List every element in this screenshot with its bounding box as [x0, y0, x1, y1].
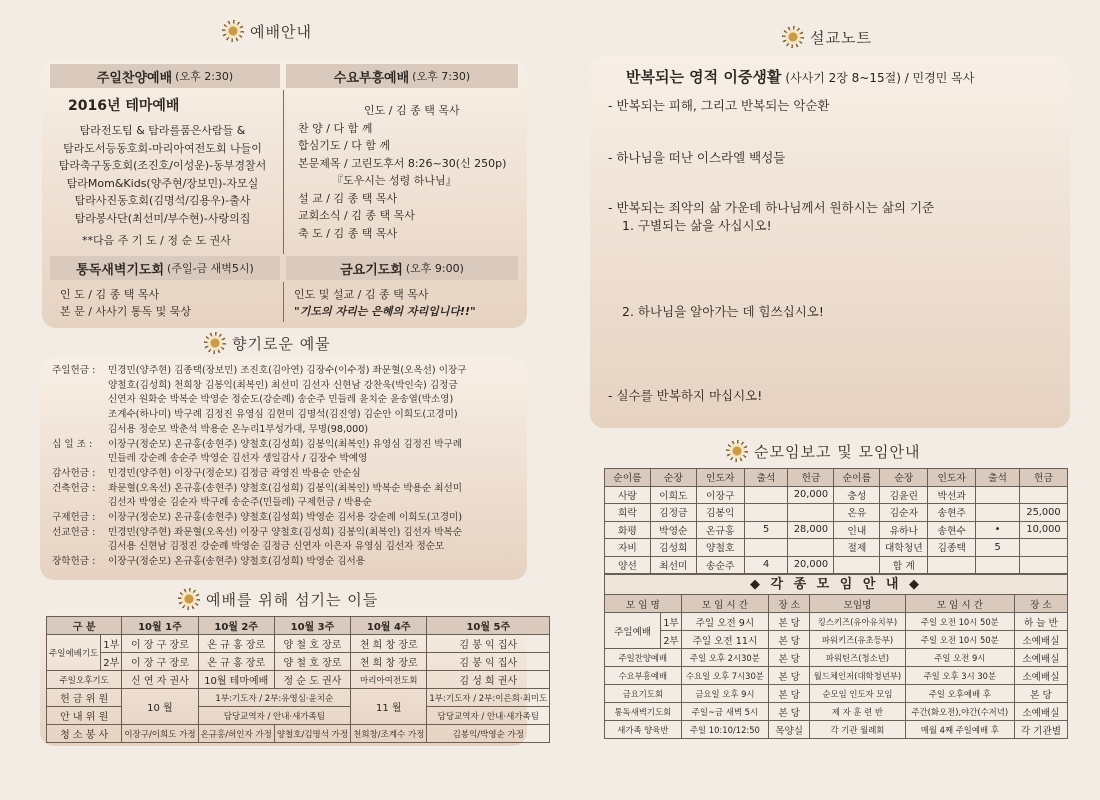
header-cell: 모 임 시 간: [681, 595, 768, 613]
sunday-worship-bar: [50, 64, 280, 88]
servers-row: [47, 689, 550, 707]
cell: 희락: [605, 504, 651, 522]
cell: 온규홍/허인자 가정: [198, 725, 274, 743]
cell: 이희도: [650, 486, 696, 504]
cell: 킹스키즈(유아유치부): [810, 613, 906, 631]
wed-line: 인도 / 김 종 택 목사: [364, 104, 460, 117]
meetings-row: [605, 649, 1068, 667]
cell: 마리아여전도회: [351, 671, 427, 689]
theme-line: 탐라사진동호회(김명석/김용우)-출사: [74, 194, 251, 207]
dawn-prayer-bar: [50, 256, 280, 280]
meetings-row: [605, 613, 1068, 631]
cell: [834, 556, 880, 574]
sermon-reference: (사사기 2장 8~15절) / 민경민 목사: [785, 71, 975, 85]
offering-row: [52, 423, 522, 438]
cell: 온 규 홍 장로: [198, 653, 274, 671]
cell: 1부: [101, 635, 122, 653]
cell: 소예배실: [1014, 631, 1067, 649]
cell: 파워틴즈(청소년): [810, 649, 906, 667]
header-cell: 헌금: [1019, 469, 1067, 487]
offering-row: [52, 540, 522, 555]
offering-text: 신연자 원화순 박복순 박영순 정순도(강순례) 송순주 민들레 윤치순 윤송열(박소영): [108, 394, 454, 406]
cell: [976, 486, 1020, 504]
offering-row: [52, 364, 522, 379]
column-divider: [283, 282, 284, 322]
offering-label: 선교헌금 :: [52, 526, 96, 538]
cell: 박영순: [650, 521, 696, 539]
sermon-point: - 반복되는 피해, 그리고 반복되는 악순환: [608, 98, 830, 113]
friday-slogan: "기도의 자리는 은혜의 자리입니다!!": [294, 305, 476, 318]
cell: 송현주: [928, 504, 976, 522]
offering-text: 좌문혈(오옥선) 온규홍(송현주) 양철호(김성희) 김봉익(최복인) 박복순 박용순 최선미: [108, 482, 463, 494]
cell: 김 봉 익 집사: [427, 653, 550, 671]
cell: 온규홍: [696, 521, 744, 539]
offering-label: [52, 423, 108, 438]
cell: 양철호/김명석 가정: [274, 725, 350, 743]
offering-text: 김선자 박영순 김순자 박구례 송순주(민들레) 구제헌금 / 박용순: [108, 497, 372, 509]
header-cell: 순이름: [834, 469, 880, 487]
wednesday-worship-bar: [286, 64, 518, 88]
cell: 20,000: [788, 486, 834, 504]
cell: 대학청년: [880, 539, 928, 557]
row-label: 안 내 위 원: [47, 707, 122, 725]
cell: 5: [976, 539, 1020, 557]
wed-line: 본문제목 / 고린도후서 8:26~30(신 250p): [298, 156, 507, 170]
header-cell: 순이름: [605, 469, 651, 487]
header-cell: 장 소: [769, 595, 810, 613]
servers-row: [47, 653, 550, 671]
row-label: 주일예배기도: [47, 635, 101, 671]
groups-row: [605, 486, 1068, 504]
cell: [1019, 556, 1067, 574]
cell: 월드체인저(대학청년부): [810, 667, 906, 685]
sun-icon: [204, 332, 226, 354]
worship-guide-card: [42, 60, 527, 328]
cell: 이 장 구 장로: [122, 635, 198, 653]
cell: 목양실: [769, 721, 810, 739]
row-label: 주일오후기도: [47, 671, 122, 689]
meetings-title: ◆ 각 종 모 임 안 내 ◆: [604, 574, 1068, 594]
cell: 박선과: [928, 486, 976, 504]
cell: 주일 10:10/12:50: [681, 721, 768, 739]
header-cell: 인도자: [928, 469, 976, 487]
wed-line: 찬 양 / 다 함 께: [298, 121, 373, 135]
header-cell: 순장: [880, 469, 928, 487]
cell: 김정금: [650, 504, 696, 522]
theme-year: 2016년 테마예배: [68, 98, 180, 114]
groups-title: 순모임보고 및 모임안내: [754, 442, 921, 461]
cell: [744, 539, 788, 557]
cell: 송현수: [928, 521, 976, 539]
theme-line: 탐라도서등동호회-마리아여전도회 나들이: [63, 141, 262, 155]
meetings-row: [605, 703, 1068, 721]
meetings-row: [605, 685, 1068, 703]
dawn-line: 인 도 / 김 종 택 목사: [60, 288, 160, 301]
cell: 이 장 구 장로: [122, 653, 198, 671]
cell: 이장구: [696, 486, 744, 504]
cell: 김 성 희 권사: [427, 671, 550, 689]
wed-line: 교회소식 / 김 종 택 목사: [298, 209, 415, 222]
theme-line: 탐라축구동호회(조진호/이성운)-동부경찰서: [58, 159, 267, 172]
servers-card: [40, 610, 548, 746]
cell: 소예배실: [1014, 649, 1067, 667]
cell: 양 철 호 장로: [274, 653, 350, 671]
offering-text: 이장구(정순모) 온규홍(송현주) 양철호(김성희) 김봉익(최복인) 유영심 김정진 박구례: [108, 438, 463, 450]
cell: 수요일 오후 7시30분: [681, 667, 768, 685]
cell: 수요부흥예배: [605, 667, 682, 685]
friday-prayer-time: (오후 9:00): [405, 262, 464, 275]
cell: 소예배실: [1014, 667, 1067, 685]
wed-line: 설 교 / 김 종 택 목사: [298, 191, 398, 205]
cell: 본 당: [769, 667, 810, 685]
cell: 김 봉 익 집사: [427, 635, 550, 653]
cell: 충성: [834, 486, 880, 504]
cell: 주일 오후 3시 30분: [905, 667, 1014, 685]
offering-text: 민경민(양주현) 좌문혈(오옥선) 이장구 양철호(김성희) 김봉익(최복인) 김선자 박복순: [108, 526, 463, 538]
sermon-heading-line: [626, 66, 974, 87]
cell: 금요기도회: [605, 685, 682, 703]
cell: 본 당: [769, 613, 810, 631]
cell: [1019, 486, 1067, 504]
offering-text: 민들레 강순례 송순주 박영순 김선자 생일감사 / 김장수 박예영: [108, 453, 368, 465]
offering-text: 이장구(정순모) 온규홍(송현주) 양철호(김성희) 박영순 김서용: [108, 556, 366, 568]
cell: 주일~금 새벽 5시: [681, 703, 768, 721]
header-cell: 인도자: [696, 469, 744, 487]
meetings-row: [605, 667, 1068, 685]
header-cell: 출석: [744, 469, 788, 487]
header-cell: 출석: [976, 469, 1020, 487]
dawn-line: 본 문 / 사사기 통독 및 묵상: [60, 305, 191, 318]
cell: 28,000: [788, 521, 834, 539]
meetings-row: [605, 721, 1068, 739]
row-label: 청 소 봉 사: [47, 725, 122, 743]
groups-row: [605, 539, 1068, 557]
cell: 하 늘 반: [1014, 613, 1067, 631]
offering-text: 조계수(하나미) 박구례 김정진 유영심 김현미 김명석(김진영) 김순안 이희도(고경미): [108, 409, 458, 421]
cell: [976, 504, 1020, 522]
cell: 1부: [661, 613, 681, 631]
cell: 20,000: [788, 556, 834, 574]
header-cell: 순장: [650, 469, 696, 487]
header-cell: 모 임 명: [605, 595, 682, 613]
theme-line: 탐라봉사단(최선미/부수현)-사랑의집: [74, 211, 251, 225]
cell: 본 당: [769, 649, 810, 667]
servers-table: [46, 616, 550, 743]
offering-text: 양철호(김성희) 천희창 김봉익(최복인) 최선미 김선자 신현남 강찬욱(박인숙) 김정금: [108, 379, 458, 391]
wednesday-worship-name: 수요부흥예배: [333, 70, 410, 86]
cell: 4: [744, 556, 788, 574]
cell: 주일예배: [605, 613, 661, 649]
cell: •: [976, 521, 1020, 539]
cell: 1부:기도자 / 2부:이은희·최미도: [427, 689, 550, 707]
offering-text: 민경민(양주현) 김종택(장보민) 조진호(김아연) 김장수(이수정) 좌문혈(오옥선) 이장구: [108, 365, 467, 376]
cell: 10월 테마예배: [198, 671, 274, 689]
cell: 주일 오전 9시: [905, 649, 1014, 667]
row-label: 헌 금 위 원: [47, 689, 122, 707]
cell: 5: [744, 521, 788, 539]
cell: 최선미: [650, 556, 696, 574]
cell: 천희창/조계수 가정: [351, 725, 427, 743]
cell: 유하나: [880, 521, 928, 539]
servers-title: 예배를 위해 섬기는 이들: [206, 590, 379, 609]
theme-line: 탐라Mom&Kids(양주현/장보민)-자모실: [66, 176, 259, 190]
sun-icon: [726, 440, 748, 462]
cell: 주일 오전 11시: [681, 631, 768, 649]
meetings-row: [605, 631, 1068, 649]
groups-row: [605, 521, 1068, 539]
sermon-card: [590, 56, 1070, 428]
servers-row: [47, 671, 550, 689]
cell: 양 철 호 장로: [274, 635, 350, 653]
wed-line: 축 도 / 김 종 택 목사: [298, 226, 398, 240]
cell: 정 순 도 권사: [274, 671, 350, 689]
cell: 온 규 홍 장로: [198, 635, 274, 653]
offering-label: 장학헌금 :: [52, 556, 96, 568]
sermon-point: - 반복되는 죄악의 삶 가운데 하나님께서 원하시는 삶의 기준: [608, 200, 935, 215]
offering-text: 김서용 신현남 김정진 강순례 박영순 김정금 신연자 이은자 유영심 김선자 정순모: [108, 541, 445, 553]
offering-row: [52, 467, 522, 482]
cell: [744, 486, 788, 504]
servers-row: [47, 635, 550, 653]
cell: 천 희 창 장로: [351, 653, 427, 671]
sermon-point: - 하나님을 떠난 이스라엘 백성들: [608, 150, 786, 165]
cell: 주일찬양예배: [605, 649, 682, 667]
header-cell: 10월 2주: [198, 617, 274, 635]
offering-label: [52, 408, 108, 423]
offerings-card: [40, 358, 527, 580]
cell: 새가족 양육반: [605, 721, 682, 739]
offerings-header: [204, 332, 331, 354]
meetings-header-row: [605, 595, 1068, 613]
sunday-worship-time: (오후 2:30): [175, 70, 234, 83]
cell: 인내: [834, 521, 880, 539]
offering-row: [52, 379, 522, 394]
cell: 순모임 인도자 모임: [810, 685, 906, 703]
header-cell: 장 소: [1014, 595, 1067, 613]
cell: 양선: [605, 556, 651, 574]
friday-line: 인도 및 설교 / 김 종 택 목사: [294, 288, 429, 301]
header-cell: 10월 1주: [122, 617, 198, 635]
cell: 2부: [101, 653, 122, 671]
cell: 10,000: [1019, 521, 1067, 539]
offerings-list: [52, 364, 522, 570]
header-cell: 모임명: [810, 595, 906, 613]
meetings-table: [604, 594, 1068, 739]
offering-label: [52, 496, 108, 511]
sermon-heading: 반복되는 영적 이중생활: [626, 68, 782, 86]
dawn-prayer-time: (주일-금 새벽5시): [167, 262, 254, 275]
header-cell: 10월 3주: [274, 617, 350, 635]
offering-label: 건축헌금 :: [52, 482, 96, 494]
cell: 제 자 훈 련 반: [810, 703, 906, 721]
wed-line: 합심기도 / 다 함 께: [298, 139, 391, 152]
next-week-prayer: **다음 주 기 도 / 정 순 도 권사: [82, 234, 231, 247]
month-cell: 10 월: [122, 689, 198, 725]
cell: 소예배실: [1014, 703, 1067, 721]
cell: 본 당: [769, 631, 810, 649]
cell: 이장구/이희도 가정: [122, 725, 198, 743]
cell: 화평: [605, 521, 651, 539]
offering-label: [52, 452, 108, 467]
cell: 김봉익/박영순 가정: [427, 725, 550, 743]
groups-table-wrap: [604, 468, 1068, 574]
cell: 온유: [834, 504, 880, 522]
cell: [788, 504, 834, 522]
offering-label: 구제헌금 :: [52, 512, 96, 524]
cell: 매월 4째 주일예배 후: [905, 721, 1014, 739]
cell: 담당교역자 / 안내·새가족팀: [198, 707, 351, 725]
cell: 본 당: [769, 685, 810, 703]
offering-row: [52, 511, 522, 526]
wed-line: 『도우시는 성령 하나님』: [332, 174, 457, 187]
cell: 합 계: [880, 556, 928, 574]
sermon-point: 2. 하나님을 알아가는 데 힘쓰십시오!: [622, 304, 824, 319]
cell: 사랑: [605, 486, 651, 504]
cell: 주간(화오전),야간(수저녁): [905, 703, 1014, 721]
offering-row: [52, 555, 522, 570]
groups-table: [604, 468, 1068, 574]
sunday-worship-name: 주일찬양예배: [96, 70, 173, 86]
cell: [788, 539, 834, 557]
sun-icon: [178, 588, 200, 610]
servers-header: [178, 588, 378, 610]
offering-row: [52, 393, 522, 408]
cell: 주일 오전 10시 50분: [905, 631, 1014, 649]
cell: 25,000: [1019, 504, 1067, 522]
header-cell: 10월 4주: [351, 617, 427, 635]
sermon-header: [782, 26, 872, 48]
theme-line: 탐라전도팀 & 탐라를품은사람들 &: [79, 124, 246, 137]
offering-row: [52, 452, 522, 467]
cell: 주일 오전 9시: [681, 613, 768, 631]
wednesday-worship-time: (오후 7:30): [412, 70, 471, 83]
offering-label: [52, 540, 108, 555]
worship-guide-header: [222, 20, 312, 42]
cell: 주일 오후예배 후: [905, 685, 1014, 703]
cell: 각 기관별: [1014, 721, 1067, 739]
cell: 주일 오전 10시 50분: [905, 613, 1014, 631]
servers-row: [47, 725, 550, 743]
cell: 주일 오후 2시30분: [681, 649, 768, 667]
offering-label: [52, 379, 108, 394]
cell: 파워키즈(유초등부): [810, 631, 906, 649]
cell: 자비: [605, 539, 651, 557]
cell: 담당교역자 / 안내·새가족팀: [427, 707, 550, 725]
header-cell: 헌금: [788, 469, 834, 487]
friday-prayer-bar: [286, 256, 518, 280]
offering-label: 주일헌금 :: [52, 365, 96, 376]
cell: 본 당: [1014, 685, 1067, 703]
cell: 천 희 창 장로: [351, 635, 427, 653]
offering-label: 십 일 조 :: [52, 438, 93, 450]
header-cell: 모 임 시 간: [905, 595, 1014, 613]
offering-text: 민경민(양주현) 이장구(정순모) 김정금 곽영진 박용순 안순심: [108, 467, 361, 479]
offering-label: 감사헌금 :: [52, 467, 96, 479]
worship-guide-title: 예배안내: [250, 22, 312, 41]
offering-label: [52, 393, 108, 408]
offering-row: [52, 526, 522, 541]
cell: [928, 556, 976, 574]
cell: [1019, 539, 1067, 557]
cell: 1부:기도자 / 2부:유영심·윤치순: [198, 689, 351, 707]
sun-icon: [782, 26, 804, 48]
cell: 송순주: [696, 556, 744, 574]
cell: [744, 504, 788, 522]
offering-row: [52, 496, 522, 511]
sermon-point: 1. 구별되는 삶을 사십시오!: [622, 218, 772, 233]
cell: 김종택: [928, 539, 976, 557]
offering-row: [52, 482, 522, 497]
cell: [976, 556, 1020, 574]
groups-row: [605, 504, 1068, 522]
offerings-title: 향기로운 예물: [232, 334, 331, 353]
offering-text: 이장구(정순모) 온규홍(송현주) 양철호(김성희) 박영순 김서용 강순례 이희도(고경미): [108, 512, 463, 524]
cell: 2부: [661, 631, 681, 649]
cell: 김윤린: [880, 486, 928, 504]
cell: 신 연 자 권사: [122, 671, 198, 689]
friday-prayer-name: 금요기도회: [340, 262, 403, 278]
sermon-point: - 실수를 반복하지 마십시오!: [608, 388, 763, 403]
cell: 통독새벽기도회: [605, 703, 682, 721]
cell: 김성희: [650, 539, 696, 557]
groups-header: [726, 440, 920, 462]
sermon-title: 설교노트: [810, 28, 872, 47]
groups-row: [605, 556, 1068, 574]
cell: 양철호: [696, 539, 744, 557]
cell: 김순자: [880, 504, 928, 522]
header-cell: 10월 5주: [427, 617, 550, 635]
offering-row: [52, 438, 522, 453]
cell: 김봉익: [696, 504, 744, 522]
header-cell: 구 분: [47, 617, 122, 635]
offering-row: [52, 408, 522, 423]
cell: 각 기관 월례회: [810, 721, 906, 739]
cell: 금요일 오후 9시: [681, 685, 768, 703]
column-divider: [283, 90, 284, 254]
cell: 절제: [834, 539, 880, 557]
meetings-wrap: [604, 574, 1068, 739]
month-cell: 11 월: [351, 689, 427, 725]
dawn-prayer-name: 통독새벽기도회: [76, 262, 165, 278]
cell: 본 당: [769, 703, 810, 721]
groups-header-row: [605, 469, 1068, 487]
offering-text: 김서용 정순모 박춘석 박용순 온누리1부성가대, 무명(98,000): [108, 423, 369, 435]
servers-header-row: [47, 617, 550, 635]
sun-icon: [222, 20, 244, 42]
